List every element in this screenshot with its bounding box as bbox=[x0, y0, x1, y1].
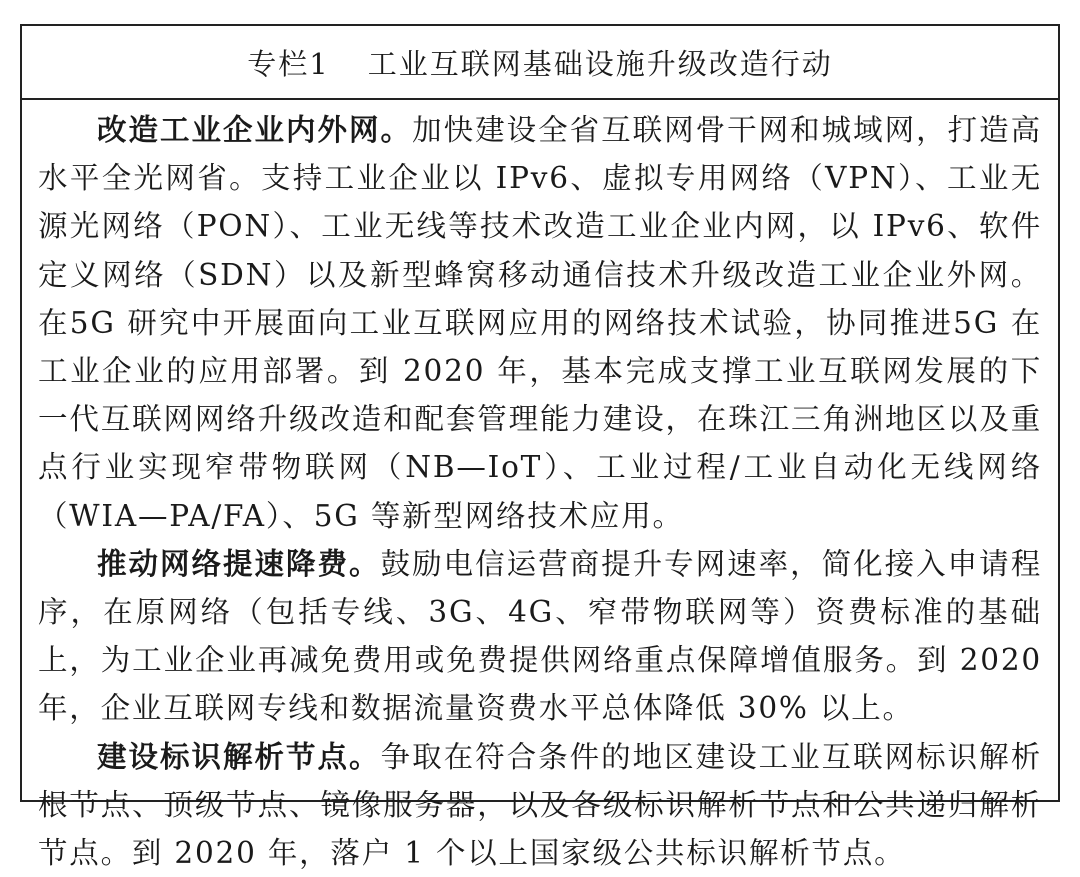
paragraph-lead: 推动网络提速降费。 bbox=[97, 545, 381, 581]
paragraph-identifier-resolution-nodes bbox=[38, 733, 1042, 877]
paragraph-internal-external-network bbox=[38, 106, 1042, 540]
paragraph-text: 争取在符合条件的地区建设工业互联网标识解析根节点、顶级节点、镜像服务器，以及各级标识解析节点和公共递归解析节点。到 2020 年，落户 1 个以上国家级公共标识解析节点。 bbox=[38, 739, 1042, 871]
paragraph-lead: 建设标识解析节点。 bbox=[97, 738, 381, 774]
column-label: 专栏1 bbox=[247, 46, 330, 81]
column-box bbox=[20, 24, 1060, 871]
paragraph-speed-up-fee-reduction bbox=[38, 540, 1042, 733]
column-body bbox=[22, 100, 1058, 877]
column-header bbox=[22, 26, 1058, 100]
paragraph-text: 加快建设全省互联网骨干网和城域网，打造高水平全光网省。支持工业企业以 IPv6、虚拟专用网络（VPN）、工业无源光网络（PON）、工业无线等技术改造工业企业内网，以 IPv6、软件定义网络（SDN）以及新型蜂窝移动通信技术升级改造工业企业外网。在5G 研究中开展面向工业互联网应用的网络技术试验，协同推进5G 在工业企业的应用部署。到 2020 年，基本完成支撑工业互联网发展的下一代互联网网络升级改造和配套管理能力建设，在珠江三角洲地区以及重点行业实现窄带物联网（NB—IoT）、工业过程/工业自动化无线网络（WIA—PA/FA）、5G 等新型网络技术应用。 bbox=[38, 113, 1042, 533]
column-title: 工业互联网基础设施升级改造行动 bbox=[367, 46, 833, 81]
paragraph-lead: 改造工业企业内外网。 bbox=[97, 112, 413, 147]
paragraph-text: 鼓励电信运营商提升专网速率，简化接入申请程序，在原网络（包括专线、3G、4G、窄带物联网等）资费标准的基础上，为工业企业再减免费用或免费提供网络重点保障增值服务。到 2020 年，企业互联网专线和数据流量资费水平总体降低 30% 以上。 bbox=[38, 546, 1042, 726]
